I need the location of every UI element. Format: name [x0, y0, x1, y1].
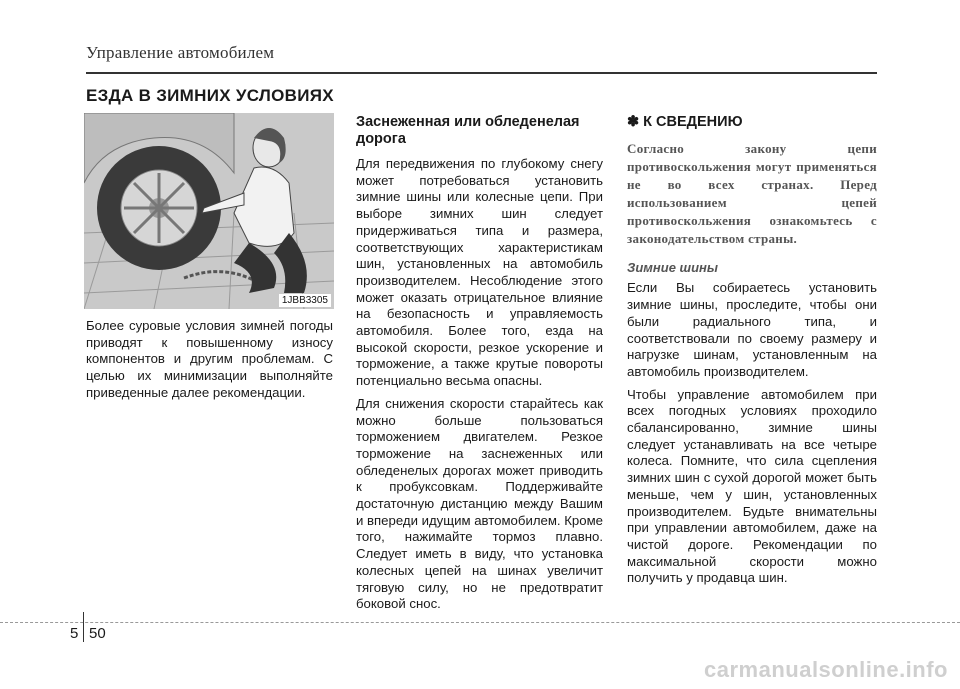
header-rule	[86, 72, 877, 74]
tire-chain-illustration	[84, 113, 334, 309]
intro-column	[86, 318, 333, 408]
legal-note: Согласно закону цепи противоскольжения могут применяться не во всех странах. Перед использованием цепей противоскольжения ознакомьтесь с законодательством страны.	[627, 140, 877, 246]
chapter-number: 5	[70, 625, 79, 642]
snow-road-column	[356, 114, 603, 619]
winter-tires-heading: Зимние шины	[627, 259, 718, 275]
section-title: ЕЗДА В ЗИМНИХ УСЛОВИЯХ	[86, 86, 334, 105]
page-number: 50	[89, 625, 106, 642]
snow-road-paragraph-2: Для снижения скорости старайтесь как можно больше пользоваться торможением двигателем. Резкое торможение на заснеженных или обледенелых дорогах может приводить к пробуксовкам. Поддерживайте достаточную дистанцию между Вашим и впереди идущим автомобилем. Кроме того, нажимайте тормоз плавно. Следует иметь в виду, что установка колесных цепей на шинах увеличит тяговую силу, но не предотвратит боковой снос.	[356, 395, 603, 612]
winter-tires-paragraph-2: Чтобы управление автомобилем при всех погодных условиях проходило сбалансированно, зимние шины следует устанавливать на все четыре колеса. Помните, что сила сцепления зимних шин с сухой дорогой может быть меньше, чем у шин, установленных производителем. Будьте внимательны при управлении автомобилем, даже на чистой дороге. Рекомендации по максимальной скорости можно получить у продавца шин.	[627, 386, 877, 586]
winter-tires-paragraph-1: Если Вы собираетесь установить зимние шины, проследите, чтобы они были радиального типа, и соответствовали по своему размеру и нагрузке шинам, установленным на автомобиль производителем.	[627, 280, 877, 379]
illustration-code: 1JBB3305	[279, 294, 331, 307]
info-heading: ✽ К СВЕДЕНИЮ	[627, 114, 743, 130]
footer-dashed-rule	[0, 622, 960, 623]
intro-paragraph: Более суровые условия зимней погоды приводят к повышенному износу компонентов и другим проблемам. С целью их минимизации выполняйте приведенные далее рекомендации.	[86, 318, 333, 400]
page-header-title: Управление автомобилем	[86, 43, 275, 62]
watermark: carmanualsonline.info	[704, 657, 948, 682]
footer-divider	[83, 612, 84, 642]
snow-road-heading: Заснеженная или обледенелая дорога	[356, 114, 580, 147]
woman-installing-chains-drawing	[84, 113, 334, 309]
snow-road-paragraph-1: Для передвижения по глубокому снегу может потребоваться установить зимние шины или колесные цепи. При выборе зимних шин следует придерживаться типа и размера, соответствующих характеристикам шин, установленных на автомобиль производителем. Несоблюдение этого может оказать отрицательное влияние на безопасность и управляемость автомобиля. Более того, езда на высокой скорости, резкое ускорение и торможение, а также крутые повороты потенциально весьма опасны.	[356, 156, 603, 389]
info-column	[627, 114, 877, 593]
